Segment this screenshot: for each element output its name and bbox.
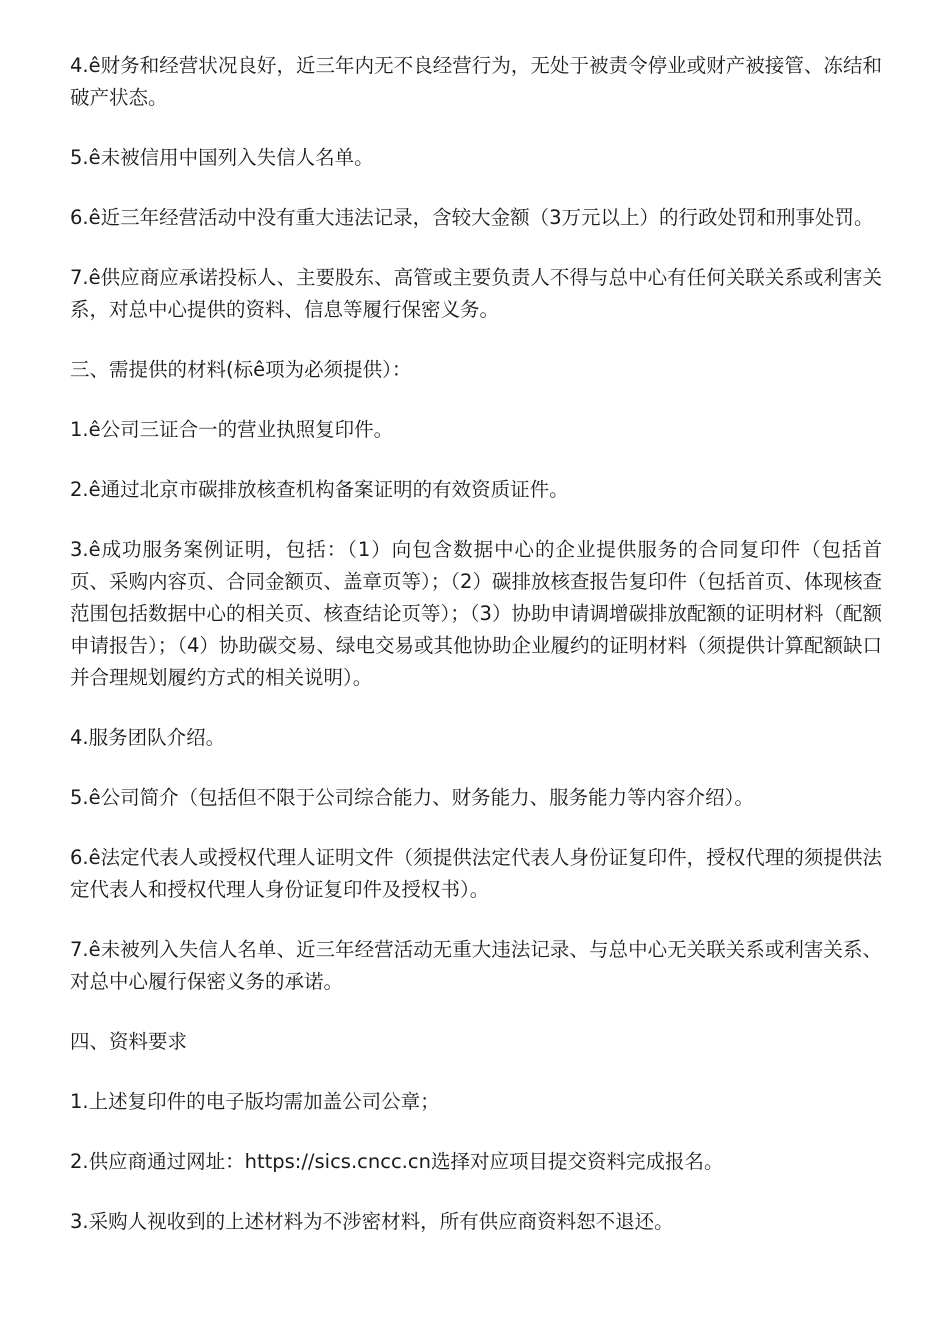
material-7-commitment: 7.ê未被列入失信人名单、近三年经营活动无重大违法记录、与总中心无关联关系或利害关系、对总中心履行保密义务的承诺。 <box>70 938 882 993</box>
material-4-team: 4.服务团队介绍。 <box>70 726 226 749</box>
requirement-7-confidentiality: 7.ê供应商应承诺投标人、主要股东、高管或主要负责人不得与总中心有任何关联关系或利害关系，对总中心提供的资料、信息等履行保密义务。 <box>70 266 882 321</box>
material-6-authorization: 6.ê法定代表人或授权代理人证明文件（须提供法定代表人身份证复印件，授权代理的须提供法定代表人和授权代理人身份证复印件及授权书）。 <box>70 846 882 901</box>
doc-requirement-3-nonreturn: 3.采购人视收到的上述材料为不涉密材料，所有供应商资料恕不退还。 <box>70 1210 674 1233</box>
requirement-4-finance: 4.ê财务和经营状况良好，近三年内无不良经营行为，无处于被责令停业或财产被接管、冻结和破产状态。 <box>70 54 882 109</box>
requirement-6-violations: 6.ê近三年经营活动中没有重大违法记录，含较大金额（3万元以上）的行政处罚和刑事处罚。 <box>70 206 874 229</box>
doc-requirement-1-seal: 1.上述复印件的电子版均需加盖公司公章； <box>70 1090 440 1113</box>
doc-requirement-2-submission: 2.供应商通过网址：https://sics.cncc.cn选择对应项目提交资料完成报名。 <box>70 1150 724 1173</box>
document-body <box>70 50 882 1238</box>
section-heading-requirements: 四、资料要求 <box>70 1030 188 1053</box>
material-1-license: 1.ê公司三证合一的营业执照复印件。 <box>70 418 394 441</box>
material-2-qualification: 2.ê通过北京市碳排放核查机构备案证明的有效资质证件。 <box>70 478 569 501</box>
material-3-cases: 3.ê成功服务案例证明，包括：（1）向包含数据中心的企业提供服务的合同复印件（包括首页、采购内容页、合同金额页、盖章页等）；（2）碳排放核查报告复印件（包括首页、体现核查范围包括数据中心的相关页、核查结论页等）；（3）协助申请调增碳排放配额的证明材料（配额申请报告）；（4）协助碳交易、绿电交易或其他协助企业履约的证明材料（须提供计算配额缺口并合理规划履约方式的相关说明）。 <box>70 538 882 689</box>
section-heading-materials: 三、需提供的材料(标ê项为必须提供）： <box>70 358 412 381</box>
requirement-5-credit: 5.ê未被信用中国列入失信人名单。 <box>70 146 374 169</box>
material-5-profile: 5.ê公司简介（包括但不限于公司综合能力、财务能力、服务能力等内容介绍）。 <box>70 786 754 809</box>
